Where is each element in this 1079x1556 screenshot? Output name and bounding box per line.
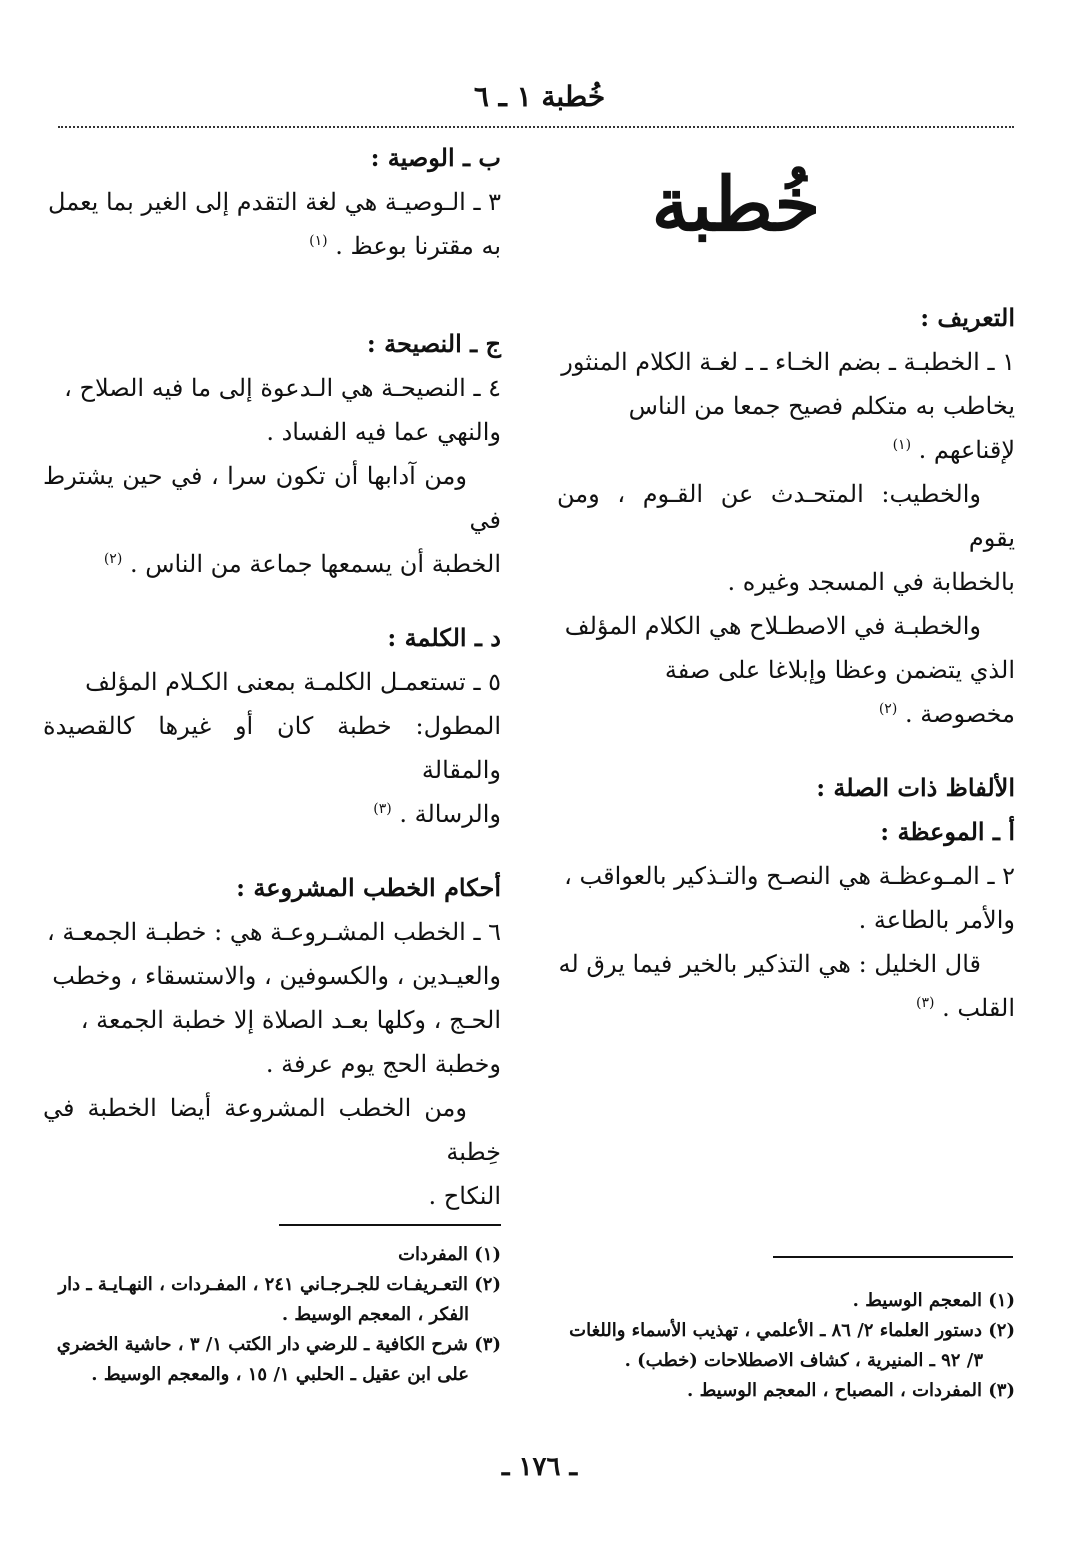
paragraph-9-line-3: والرسالة . $^{(٣)}$ bbox=[373, 800, 501, 828]
paragraph-2-line-2: بالخطابة في المسجد وغيره . bbox=[727, 568, 1015, 596]
paragraph-10-line-4: وخطبة الحج يوم عرفة . bbox=[265, 1050, 501, 1078]
footnote-rule-right bbox=[773, 1256, 1013, 1258]
paragraph-3-line-3: مخصوصة . $^{(٢)}$ bbox=[878, 700, 1015, 728]
footnotes-right bbox=[555, 1286, 1015, 1406]
paragraph-10-line-2: والعيـدين ، والكسوفين ، والاستسقاء ، وخطب bbox=[52, 962, 501, 990]
footnote-right-3: (٣) المفردات ، المصباح ، المعجم الوسيط . bbox=[687, 1380, 1015, 1401]
running-head: خُطبة ١ ـ ٦ bbox=[473, 80, 606, 113]
paragraph-1-line-1: ١ ـ الخطبـة ـ بضم الخـاء ـ ـ لغـة الكلام المنثور bbox=[561, 348, 1015, 376]
paragraph-1-line-2: يخاطب به متكلم فصيح جمعا من الناس bbox=[628, 392, 1015, 420]
paragraph-9-line-1: ٥ ـ تستعمـل الكلمـة بمعنى الكـلام المؤلف bbox=[85, 668, 501, 696]
footnote-ref: (١) bbox=[309, 233, 328, 249]
subheading-c: ج ـ النصيحة : bbox=[366, 329, 501, 358]
paragraph-8-line-2: الخطبة أن يسمعها جماعة من الناس . $^{(٢)}$ bbox=[103, 550, 501, 578]
footnote-right-2: (٢) دستور العلماء ٢/ ٨٦ ـ الأعلمي ، تهذيب الأسماء واللغات bbox=[569, 1320, 1015, 1341]
footnote-ref: (١) bbox=[892, 437, 912, 453]
paragraph-5-line-1: قال الخليل : هي التذكير بالخير فيما يرق له bbox=[558, 950, 981, 978]
footnote-ref: (٢) bbox=[103, 551, 123, 567]
paragraph-5-line-2: القلب . $^{(٣)}$ bbox=[916, 994, 1015, 1022]
paragraph-8-line-1: ومن آدابها أن تكون سرا ، في حين يشترط في bbox=[43, 462, 501, 534]
definition-heading: التعريف : bbox=[920, 303, 1015, 332]
subheading-a: أ ـ الموعظة : bbox=[880, 817, 1015, 846]
footnote-left-2: (٢) التعـريفـات للجـرجـاني ٢٤١ ، المفـردات ، النهـايـة ـ دار bbox=[58, 1274, 501, 1295]
page-number: ـ ١٧٦ ـ bbox=[501, 1452, 578, 1482]
paragraph-3-line-2: الذي يتضمن وعظا وإبلاغا على صفة bbox=[664, 656, 1015, 684]
paragraph-7-line-1: ٤ ـ النصيحـة هي الـدعوة إلى ما فيه الصلاح ، bbox=[64, 374, 501, 402]
paragraph-3-line-1: والخطبـة في الاصطـلاح هي الكلام المؤلف bbox=[564, 612, 981, 640]
paragraph-11-line-2: النكاح . bbox=[428, 1182, 501, 1210]
paragraph-7-line-2: والنهي عما فيه الفساد . bbox=[266, 418, 501, 446]
paragraph-6-line-2: به مقترنا بوعظ . $^{(١)}$ bbox=[309, 232, 501, 260]
footnote-left-3-cont: على ابن عقيل ـ الحلبي ١/ ١٥ ، والمعجم الوسيط . bbox=[91, 1364, 469, 1385]
footnote-ref: (٣) bbox=[916, 995, 935, 1011]
footnote-rule-left bbox=[279, 1224, 501, 1226]
related-terms-heading: الألفاظ ذات الصلة : bbox=[816, 773, 1015, 802]
footnote-left-3: (٣) شرح الكافية ـ للرضي دار الكتب ١/ ٣ ، حاشية الخضري bbox=[56, 1334, 501, 1355]
footnotes-left bbox=[41, 1240, 501, 1390]
footnote-left-2-cont: الفكر ، المعجم الوسيط . bbox=[281, 1304, 469, 1325]
rulings-heading: أحكام الخطب المشروعة : bbox=[236, 873, 501, 902]
footnote-ref: (٢) bbox=[878, 701, 898, 717]
paragraph-4-line-1: ٢ ـ المـوعظـة هي النصـح والتـذكير بالعواقب ، bbox=[564, 862, 1015, 890]
paragraph-2-line-1: والخطيب: المتحـدث عن القـوم ، ومن يقوم bbox=[557, 480, 1015, 552]
subheading-d: د ـ الكلمة : bbox=[387, 623, 501, 652]
left-column bbox=[43, 136, 501, 1218]
entry-title: خُطبة bbox=[651, 162, 821, 248]
paragraph-11-line-1: ومن الخطب المشروعة أيضا الخطبة في خِطبة bbox=[43, 1094, 501, 1166]
footnote-right-2-cont: ٣/ ٩٢ ـ المنيرية ، كشاف الاصطلاحات (خطب) . bbox=[624, 1350, 983, 1371]
footnote-left-1: (١) المفردات bbox=[398, 1244, 501, 1265]
paragraph-4-line-2: والأمر بالطاعة . bbox=[858, 906, 1015, 934]
paragraph-6-line-1: ٣ ـ الـوصيـة هي لغة التقدم إلى الغير بما يعمل bbox=[48, 188, 501, 216]
paragraph-10-line-1: ٦ ـ الخطب المشـروعـة هي : خطبـة الجمعـة ، bbox=[46, 918, 501, 946]
right-column bbox=[557, 136, 1015, 1030]
header-dotted-rule bbox=[58, 126, 1014, 128]
subheading-b: ب ـ الوصية : bbox=[370, 143, 501, 172]
paragraph-10-line-3: الحـج ، وكلها بعـد الصلاة إلا خطبة الجمعة ، bbox=[80, 1006, 501, 1034]
footnote-right-1: (١) المعجم الوسيط . bbox=[852, 1290, 1015, 1311]
paragraph-9-line-2: المطول: خطبة كان أو غيرها كالقصيدة والمقالة bbox=[43, 712, 501, 784]
footnote-ref: (٣) bbox=[373, 801, 392, 817]
paragraph-1-line-3: لإقناعهم . $^{(١)}$ bbox=[892, 436, 1015, 464]
